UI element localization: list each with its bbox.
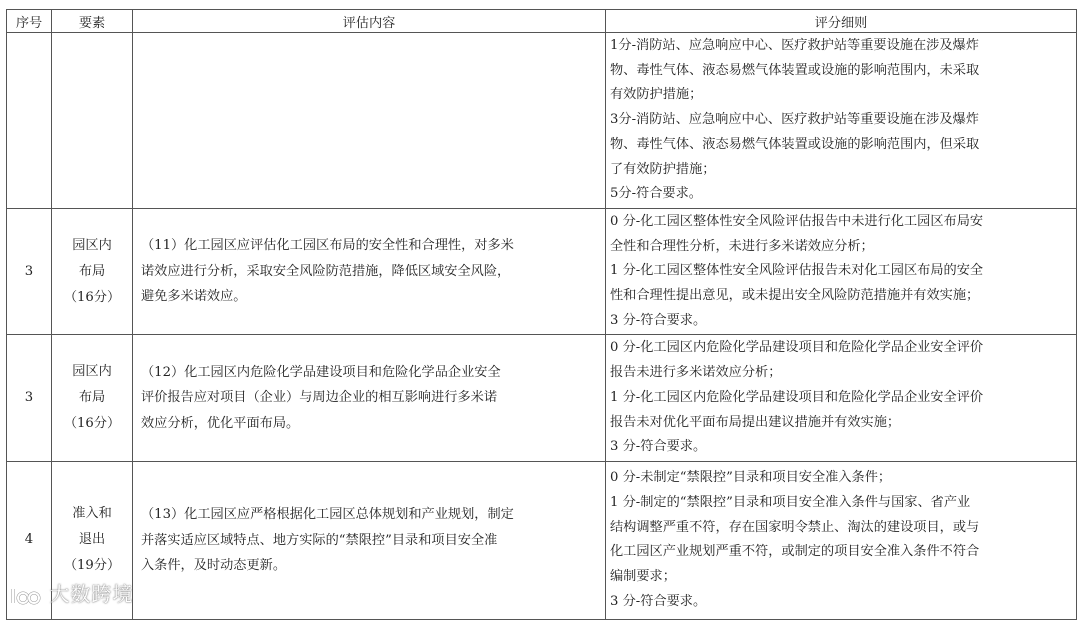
detail-line: 化工园区产业规划严重不符，或制定的项目安全准入条件不符合: [610, 544, 980, 560]
row-content: [133, 33, 606, 209]
detail-line: 报告未对优化平面布局提出建议措施并有效实施；: [610, 414, 901, 430]
row-detail: [606, 461, 1077, 619]
row-index: 4: [7, 461, 52, 619]
detail-line: 1 分-制定的“禁限控”目录和项目安全准入条件与国家、省产业: [610, 495, 971, 511]
detail-line: 1 分-化工园区内危险化学品建设项目和危险化学品企业安全评价: [610, 389, 984, 405]
row-content: （11）化工园区应评估化工园区布局的安全性和合理性，对多米 诺效应进行分析，采取安全风险防范措施，降低区域安全风险， 避免多米诺效应。: [133, 208, 606, 335]
detail-line: 1 分-化工园区整体性安全风险评估报告未对化工园区布局的安全: [610, 263, 984, 279]
detail-line: 编制要求；: [610, 569, 676, 585]
header-detail: 评分细则: [606, 10, 1077, 33]
row-element: [52, 33, 133, 209]
detail-line: 性和合理性提出意见，或未提出安全风险防范措施并有效实施；: [610, 288, 980, 304]
detail-line: 5分-符合要求。: [610, 186, 702, 202]
table-row: [7, 335, 1077, 462]
detail-line: 全性和合理性分析，未进行多米诺效应分析；: [610, 238, 874, 254]
idoo-logo-icon: [10, 585, 42, 607]
table-header-row: [7, 10, 1077, 33]
header-element: 要素: [52, 10, 133, 33]
detail-line: 0 分-化工园区内危险化学品建设项目和危险化学品企业安全评价: [610, 340, 984, 356]
detail-line: 1分-消防站、应急响应中心、医疗救护站等重要设施在涉及爆炸: [610, 38, 979, 53]
header-index: 序号: [7, 10, 52, 33]
detail-line: 3 分-符合要求。: [610, 593, 707, 609]
row-content: （13）化工园区应严格根据化工园区总体规划和产业规划，制定 并落实适应区域特点、地方实际的“禁限控”目录和项目安全准 入条件，及时动态更新。: [133, 461, 606, 619]
detail-line: 结构调整严重不符，存在国家明令禁止、淘汰的建设项目，或与: [610, 519, 980, 535]
table-row: [7, 33, 1077, 209]
row-detail: [606, 335, 1077, 462]
detail-line: 物、毒性气体、液态易燃气体装置或设施的影响范围内，但采取: [610, 136, 980, 152]
watermark-text: 大数跨境: [49, 582, 134, 606]
detail-line: 0 分-未制定“禁限控”目录和项目安全准入条件；: [610, 470, 892, 486]
detail-line: 了有效防护措施；: [610, 161, 716, 177]
row-index: [7, 33, 52, 209]
watermark: [10, 578, 133, 607]
header-content: 评估内容: [133, 10, 606, 33]
detail-line: 报告未进行多米诺效应分析；: [610, 365, 782, 381]
detail-line: 3 分-符合要求。: [610, 439, 707, 455]
row-content: （12）化工园区内危险化学品建设项目和危险化学品企业安全 评价报告应对项目（企业）与周边企业的相互影响进行多米诺 效应分析，优化平面布局。: [133, 335, 606, 462]
detail-line: 物、毒性气体、液态易燃气体装置或设施的影响范围内，未采取: [610, 62, 980, 78]
row-index: 3: [7, 208, 52, 335]
table-row: [7, 208, 1077, 335]
scoring-table: [6, 9, 1077, 620]
detail-line: 3 分-符合要求。: [610, 312, 707, 328]
row-detail: [606, 208, 1077, 335]
row-detail: [606, 33, 1077, 209]
detail-line: 有效防护措施；: [610, 87, 703, 103]
table-row: [7, 461, 1077, 619]
detail-line: 0 分-化工园区整体性安全风险评估报告中未进行化工园区布局安: [610, 213, 984, 229]
row-index: 3: [7, 335, 52, 462]
row-element: 园区内 布局 （16分）: [52, 335, 133, 462]
detail-line: 3分-消防站、应急响应中心、医疗救护站等重要设施在涉及爆炸: [610, 112, 979, 128]
row-element: 园区内 布局 （16分）: [52, 208, 133, 335]
row-element: 准入和 退出 （19分）: [52, 461, 133, 619]
